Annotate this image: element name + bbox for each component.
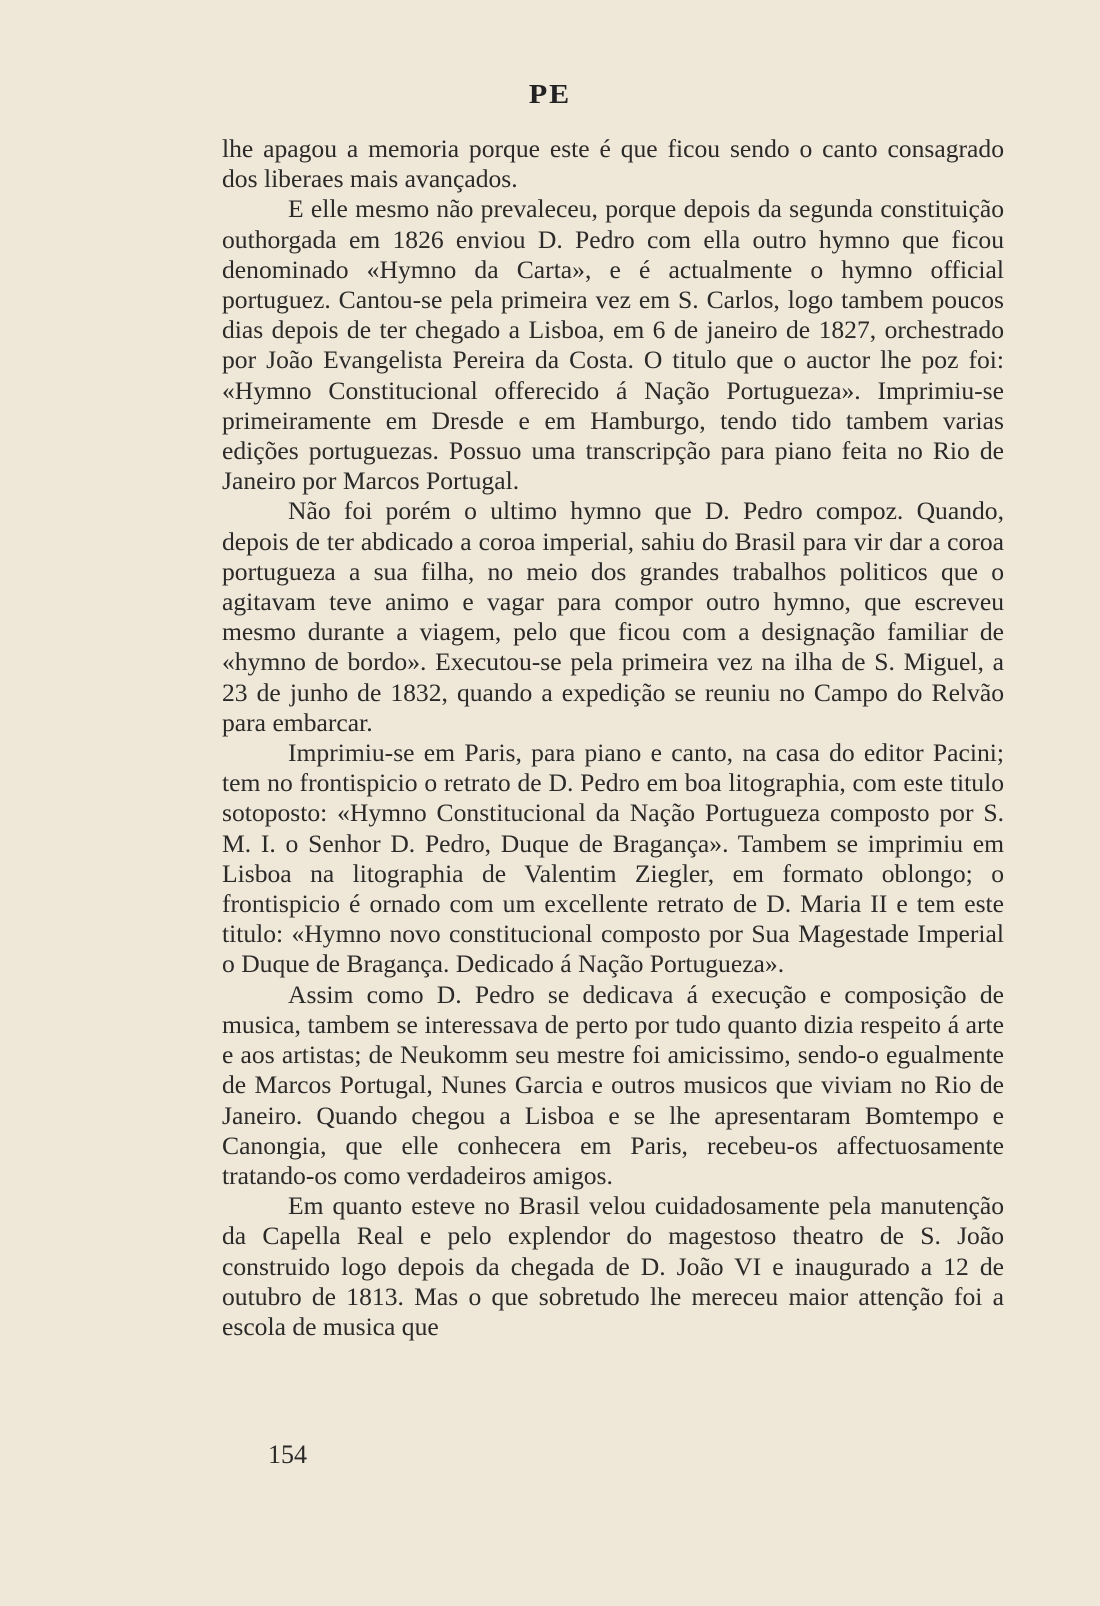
running-head: PE <box>528 79 572 110</box>
body-text <box>222 134 1004 1342</box>
paragraph: Em quanto esteve no Brasil velou cuidadosamente pela manutenção da Capella Real e pelo explendor do magestoso theatro de S. João construido logo depois da chegada de D. João VI e inaugurado a 12 de outubro de 1813. Mas o que sobretudo lhe mereceu maior attenção foi a escola de musica que <box>222 1191 1004 1341</box>
paragraph-continuation: lhe apagou a memoria porque este é que ficou sendo o canto consagrado dos liberaes mais avançados. <box>222 134 1004 194</box>
paragraph: Assim como D. Pedro se dedicava á execução e composição de musica, tambem se interessava de perto por tudo quanto dizia respeito á arte e aos artistas; de Neukomm seu mestre foi amicissimo, sendo-o egualmente de Marcos Portugal, Nunes Garcia e outros musicos que viviam no Rio de Janeiro. Quando chegou a Lisboa e se lhe apresentaram Bomtempo e Canongia, que elle conhecera em Paris, recebeu-os affectuosamente tratando-os como verdadeiros amigos. <box>222 979 1004 1190</box>
page-number: 154 <box>268 1440 307 1469</box>
paragraph: Não foi porém o ultimo hymno que D. Pedro compoz. Quando, depois de ter abdicado a coroa imperial, sahiu do Brasil para vir dar a coroa portugueza a sua filha, no meio dos grandes trabalhos politicos que o agitavam teve animo e vagar para compor outro hymno, que escreveu mesmo durante a viagem, pelo que ficou com a designação familiar de «hymno de bordo». Executou-se pela primeira vez na ilha de S. Miguel, a 23 de junho de 1832, quando a expedição se reuniu no Campo do Relvão para embarcar. <box>222 496 1004 737</box>
paragraph: E elle mesmo não prevaleceu, porque depois da segunda constituição outhorgada em 1826 enviou D. Pedro com ella outro hymno que ficou denominado «Hymno da Carta», e é actualmente o hymno official portuguez. Cantou-se pela primeira vez em S. Carlos, logo tambem poucos dias depois de ter chegado a Lisboa, em 6 de janeiro de 1827, orchestrado por João Evangelista Pereira da Costa. O titulo que o auctor lhe poz foi: «Hymno Constitucional offerecido á Nação Portugueza». Imprimiu-se primeiramente em Dresde e em Hamburgo, tendo tido tambem varias edições portuguezas. Possuo uma transcripção para piano feita no Rio de Janeiro por Marcos Portugal. <box>222 194 1004 496</box>
paragraph: Imprimiu-se em Paris, para piano e canto, na casa do editor Pacini; tem no frontispicio o retrato de D. Pedro em boa litographia, com este titulo sotoposto: «Hymno Constitucional da Nação Portugueza composto por S. M. I. o Senhor D. Pedro, Duque de Bragança». Tambem se imprimiu em Lisboa na litographia de Valentim Ziegler, em formato oblongo; o frontispicio é ornado com um excellente retrato de D. Maria II e tem este titulo: «Hymno novo constitucional composto por Sua Magestade Imperial o Duque de Bragança. Dedicado á Nação Portugueza». <box>222 738 1004 979</box>
